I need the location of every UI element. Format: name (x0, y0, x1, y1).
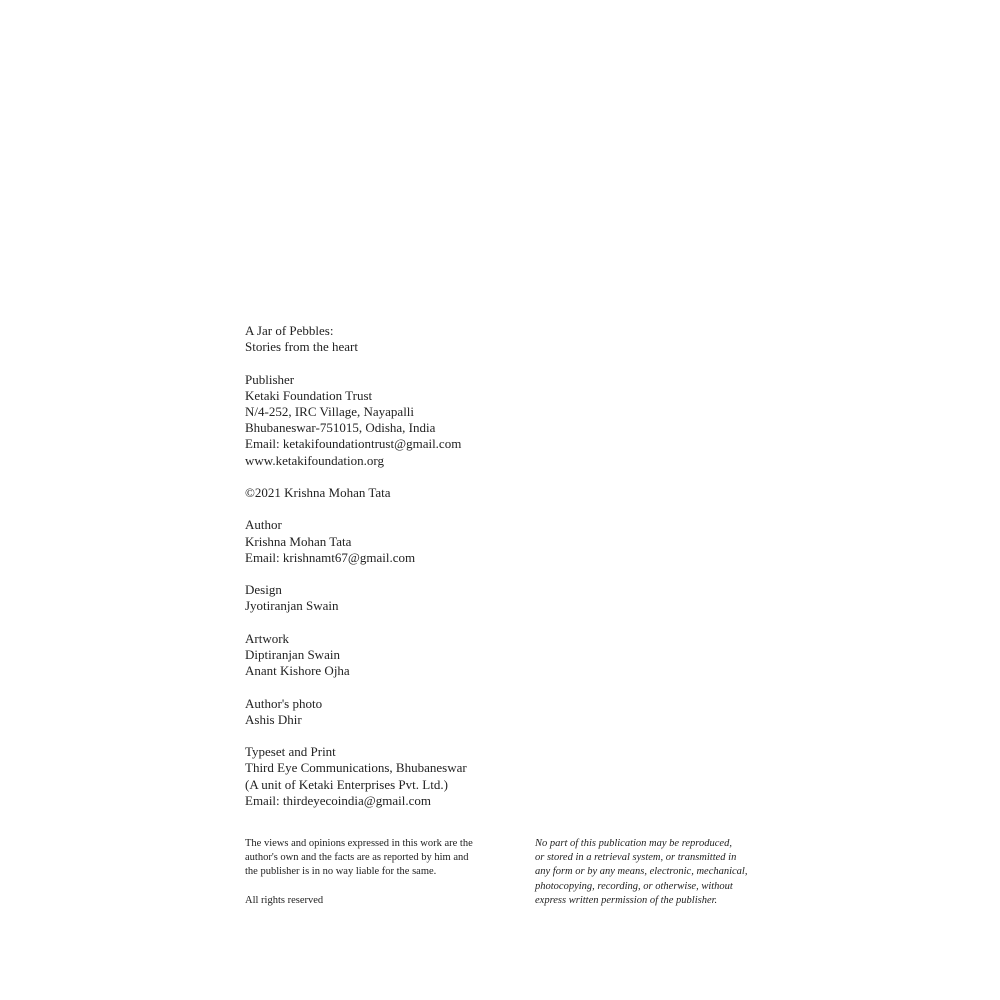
design-heading: Design (245, 582, 282, 598)
publisher-website: www.ketakifoundation.org (245, 452, 385, 468)
publisher-name: Ketaki Foundation Trust (245, 387, 373, 403)
imprint-block (245, 323, 665, 809)
publisher-section (245, 372, 665, 469)
artist-name-1: Diptiranjan Swain (245, 646, 340, 662)
printer-parent-company: (A unit of Ketaki Enterprises Pvt. Ltd.) (245, 776, 448, 792)
publisher-email: Email: ketakifoundationtrust@gmail.com (245, 436, 462, 452)
typeset-heading: Typeset and Print (245, 744, 336, 760)
design-section (245, 582, 665, 614)
publisher-heading: Publisher (245, 371, 295, 387)
authors-photo-heading: Author's photo (245, 695, 323, 711)
authors-photo-section (245, 696, 665, 728)
disclaimer-line: the publisher is in no way liable for the same. (245, 866, 437, 878)
copyright-section (245, 485, 665, 501)
reproduction-notice (535, 837, 765, 908)
author-section (245, 517, 665, 566)
book-title-section (245, 323, 665, 355)
printer-name: Third Eye Communications, Bhubaneswar (245, 760, 467, 776)
author-name: Krishna Mohan Tata (245, 533, 352, 549)
artwork-heading: Artwork (245, 630, 290, 646)
notice-line: any form or by any means, electronic, mechanical, (535, 866, 748, 878)
printer-email: Email: thirdeyecoindia@gmail.com (245, 792, 431, 808)
typeset-section (245, 744, 665, 809)
disclaimer-line: author's own and the facts are as reported by him and (245, 852, 469, 864)
book-subtitle: Stories from the heart (245, 339, 358, 355)
disclaimer-block (245, 837, 505, 908)
author-email: Email: krishnamt67@gmail.com (245, 549, 416, 565)
artist-name-2: Anant Kishore Ojha (245, 663, 350, 679)
designer-name: Jyotiranjan Swain (245, 598, 339, 614)
photographer-name: Ashis Dhir (245, 711, 302, 727)
publisher-address-line-2: Bhubaneswar-751015, Odisha, India (245, 420, 436, 436)
notice-line: photocopying, recording, or otherwise, without (535, 880, 733, 892)
all-rights-reserved: All rights reserved (245, 894, 324, 906)
artwork-section (245, 631, 665, 680)
copyright-notice: ©2021 Krishna Mohan Tata (245, 485, 391, 500)
author-heading: Author (245, 517, 282, 533)
publisher-address-line-1: N/4-252, IRC Village, Nayapalli (245, 404, 415, 419)
notice-line: No part of this publication may be reproduced, (535, 838, 732, 849)
notice-line: express written permission of the publisher. (535, 894, 718, 906)
disclaimer-line: The views and opinions expressed in this work are the (245, 838, 473, 849)
book-title: A Jar of Pebbles: (245, 323, 334, 338)
notice-line: or stored in a retrieval system, or transmitted in (535, 852, 737, 864)
